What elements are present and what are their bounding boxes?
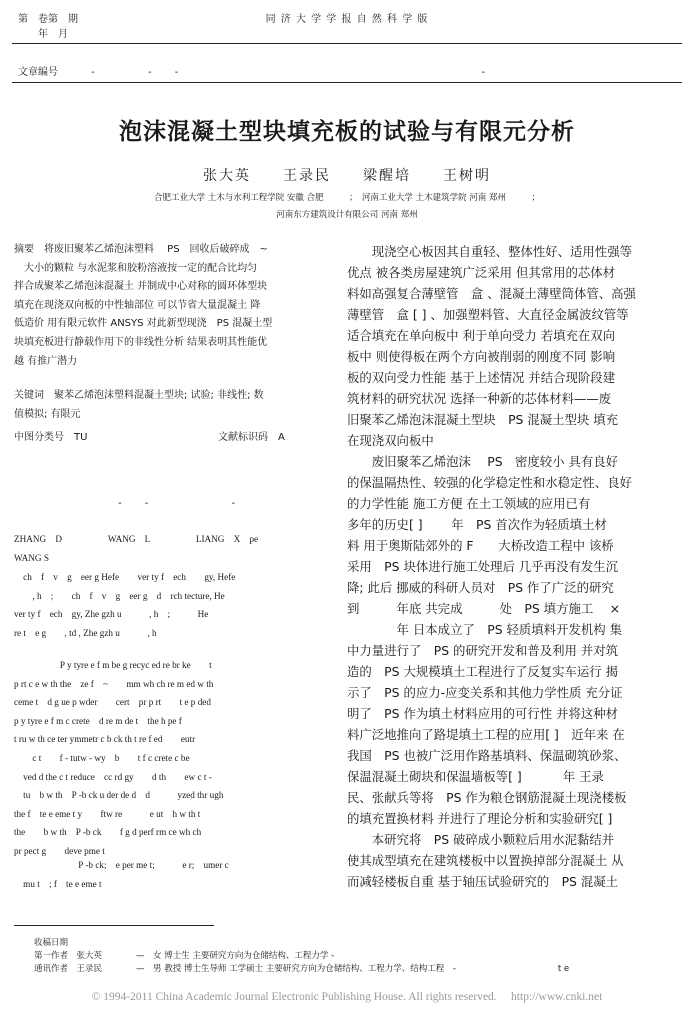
header-rule-2 [12, 82, 682, 83]
paper-authors: 张大英 王录民 梁醒培 王树明 [203, 168, 491, 184]
journal-name: 同 济 大 学 学 报 自 然 科 学 版 [265, 14, 429, 25]
affiliation-line-2: 河南东方建筑设计有限公司 河南 郑州 [276, 210, 418, 220]
body-text-right: 现浇空心板因其自重轻、整体性好、适用性强等 优点 被各类房屋建筑广泛采用 但其常用的芯体材 料如高强复合薄壁管 盒 、混凝土薄壁筒体管、高强 薄壁管 盒 [ ] 、加强塑料管、大直径金属波纹管等 适合填充在单向板中 利于单向受力 若填充在双向 板中 则使得板在两个方向被削弱的刚度不同 影响 板的双向受力性能 基于上述情况 并结合现阶段建 筑材料的研究状况 选择一种新的芯体材料——废 旧聚苯乙烯泡沫混凝土型块 PS 混凝土型块 填充 在现浇双向板中 废旧聚苯乙烯泡沫 PS 密度较小 具有良好 的保温隔热性、较强的化学稳定性和水稳定性、良好 的力学性能 施工方便 在土工领域的应用已有 多年的历史[ ] 年 PS 首次作为轻质填土材 料 用于奥斯陆郊外的 F 大桥改造工程中 该桥 采用 PS 块体进行施工处理后 几乎再没有发生沉 降; 此后 挪威的科研人员对 PS 作了广泛的研究 到 年底 共完成 处 PS 填方施工 × 年 日本成立了 PS 轻质填料开发机构 集 中力量进行了 PS 的研究开发和普及利用 并对筑 造的 PS 大规模填土工程进行了反复实车运行 揭 示了 PS 的应力-应变关系和其他力学性质 充分证 明了 PS 作为填土材料应用的可行性 并将这种材 料广泛地推向了路堤填土工程的应用[ ] 近年来 在 我国 PS 也被广泛用作路基填料、保温砌筑砂浆、 保温混凝土砌块和保温墙板等[ ] 年 王录 民、张献兵等将 PS 作为粮仓钢筋混凝土现浇楼板 的填充置换材料 并进行了理论分析和实验研究[ ] 本研究将 PS 破碎成小颗粒后用水泥黏结并 使其成型填充在建筑楼板中以置换掉部分混凝土 从 而减轻楼板自重 基于轴压试验研究的 PS 混凝土 [347, 244, 636, 889]
copyright-watermark: © 1994-2011 China Academic Journal Electronic Publishing House. All rights reserved. http://www.cnki.net [91, 991, 603, 1003]
english-title: - - - [118, 498, 236, 509]
keywords-cn: 关键词 聚苯乙烯泡沫塑料混凝土型块; 试验; 非线性; 数 值模拟; 有限元 [14, 390, 264, 420]
footnote: 收稿日期 第一作者 张大英 — 女 博士生 主要研究方向为仓储结构、工程力学 - 通讯作者 王录民 — 男 教授 博士生导师 工学硕士 主要研究方向为仓储结构、工程力学、结构工程 - t e [34, 938, 570, 974]
abstract-cn: 摘要 将废旧聚苯乙烯泡沫塑料 PS 回收后破碎成 ~ 大小的颗粒 与水泥浆和胶粉溶液按一定的配合比均匀 拌合成聚苯乙烯泡沫混凝土 并制成中心对称的圆环体型块 填充在现浇双向板的中性轴部位 可以节省大量混凝土 降 低造价 用有限元软件 ANSYS 对此新型现浇 PS 混凝土型 块填充板进行静载作用下的非线性分析 结果表明其性能优 越 有推广潜力 [14, 244, 273, 367]
header-rule [12, 43, 682, 44]
affiliation-line-1: 合肥工业大学 土木与水利工程学院 安徽 合肥 ； 河南工业大学 土木建筑学院 河南 郑州 ； [154, 193, 540, 203]
classification-number: 中图分类号 TU [14, 432, 88, 443]
english-keywords: P -b ck; e per me t; e r; umer c mu t ; f te e eme t [14, 860, 229, 889]
footnote-rule [14, 925, 214, 926]
english-authors: ZHANG D WANG L LIANG X pe WANG S [14, 534, 259, 563]
document-code: 文献标识码 A [218, 432, 285, 443]
article-number: 文章编号 - - - - [18, 67, 486, 78]
english-abstract: P y tyre e f m be g recyc ed re br ke t p rt c e w th the ze f ~ mm wh ch re m ed w th ceme t d g ue p wder cert pr p rt t e p ded p y tyre e f m c crete d re m de t the h pe f t ru w th ce ter ymmetr c b ck th t re f ed eutr c t f - tutw - wy b t f c crete c be ved d the c t reduce cc rd gy d th ew c t - tu b w th P -b ck u der de d d yzed thr ugh the f te e eme t y ftw re e ut h w th t the b w th P -b ck f g d perf rm ce wh ch pr pect g deve pme t [14, 660, 224, 856]
paper-title: 泡沫混凝土型块填充板的试验与有限元分析 [119, 119, 575, 145]
issue-date: 年 月 [38, 29, 68, 40]
issue-volume: 第 卷第 期 [18, 14, 78, 25]
english-affiliations: ch f v g eer g Hefe ver ty f ech gy, Hefe , h ; ch f v g eer g d rch tecture, He ver ty f ech gy, Zhe gzh u , h ; He re t e g , td , Zhe gzh u , h [14, 572, 236, 638]
